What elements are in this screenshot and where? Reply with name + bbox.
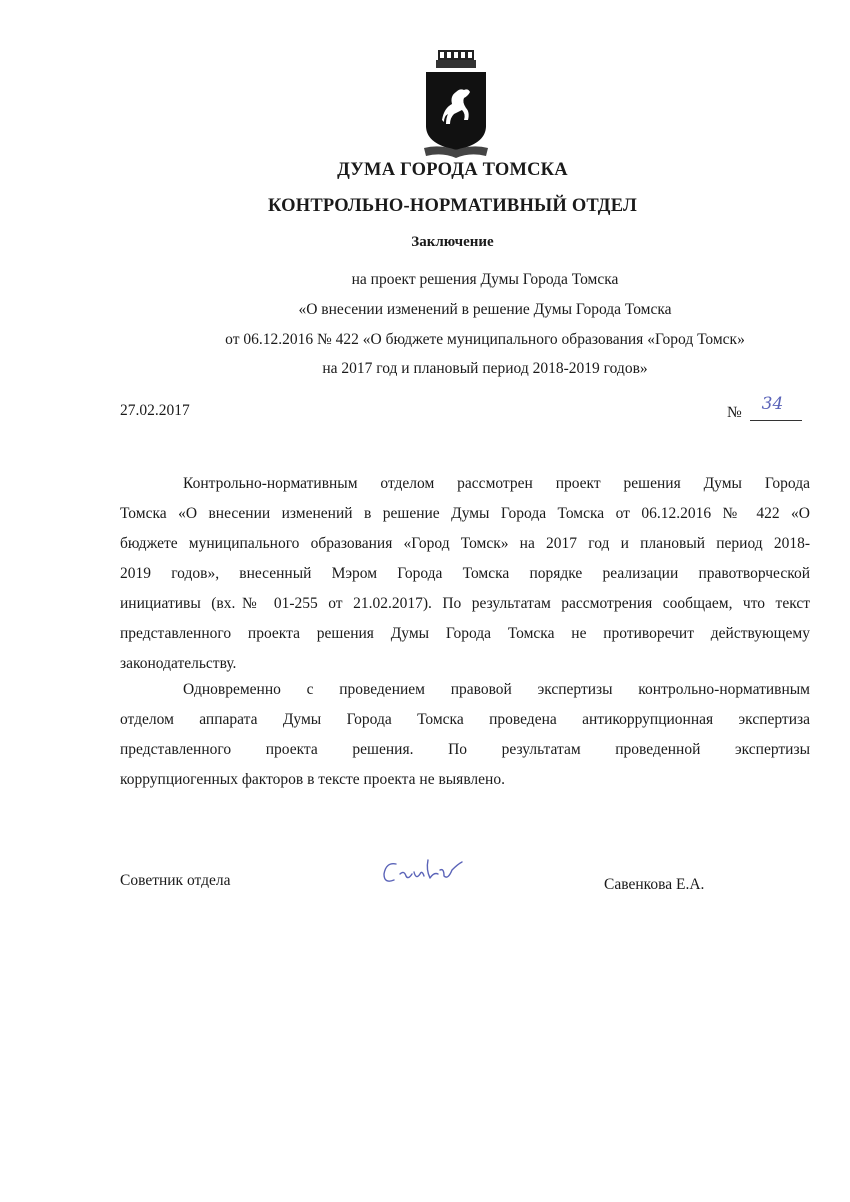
text-line: Одновременно с проведением правовой экспертизы контрольно-нормативным [183, 681, 810, 698]
text-line: коррупциогенных факторов в тексте проекта не выявлено. [120, 771, 505, 788]
subject-line: от 06.12.2016 № 422 «О бюджете муниципального образования «Город Томск» [225, 331, 745, 348]
subject-line: на 2017 год и плановый период 2018-2019 годов» [322, 360, 648, 377]
document-date: 27.02.2017 [120, 402, 190, 419]
number-label: № [727, 404, 742, 421]
text-line: представленного проекта решения. По результатам проведенной экспертизы [120, 741, 810, 758]
text-line: Контрольно-нормативным отделом рассмотрен проект решения Думы Города [183, 475, 810, 492]
handwritten-signature [378, 850, 478, 890]
signer-role: Советник отдела [120, 872, 231, 889]
handwritten-number: 34 [761, 394, 784, 414]
document-number [727, 394, 802, 422]
tomsk-coat-of-arms-icon [420, 48, 492, 160]
text-line: инициативы (вх.№ 01-255 от 21.02.2017). По результатам рассмотрения сообщаем, что текст [120, 595, 810, 612]
text-line: законодательству. [120, 655, 237, 672]
subject-line: на проект решения Думы Города Томска [351, 271, 619, 288]
signer-name: Савенкова Е.А. [604, 876, 705, 893]
body-paragraph-1 [120, 469, 810, 679]
department-name: КОНТРОЛЬНО-НОРМАТИВНЫЙ ОТДЕЛ [267, 196, 638, 216]
document-type: Заключение [411, 234, 494, 250]
number-field [750, 394, 802, 421]
subject-line: «О внесении изменений в решение Думы Города Томска [298, 301, 672, 318]
text-line: отделом аппарата Думы Города Томска проведена антикоррупционная экспертиза [120, 711, 810, 728]
body-paragraph-2 [120, 675, 810, 795]
text-line: представленного проекта решения Думы Города Томска не противоречит действующему [120, 625, 810, 642]
text-line: бюджете муниципального образования «Город Томск» на 2017 год и плановый период 2018- [120, 535, 810, 552]
text-line: Томска «О внесении изменений в решение Думы Города Томска от 06.12.2016 № 422 «О [120, 505, 810, 522]
org-name: ДУМА ГОРОДА ТОМСКА [337, 160, 568, 180]
text-line: 2019 годов», внесенный Мэром Города Томска порядке реализации правотворческой [120, 565, 810, 582]
